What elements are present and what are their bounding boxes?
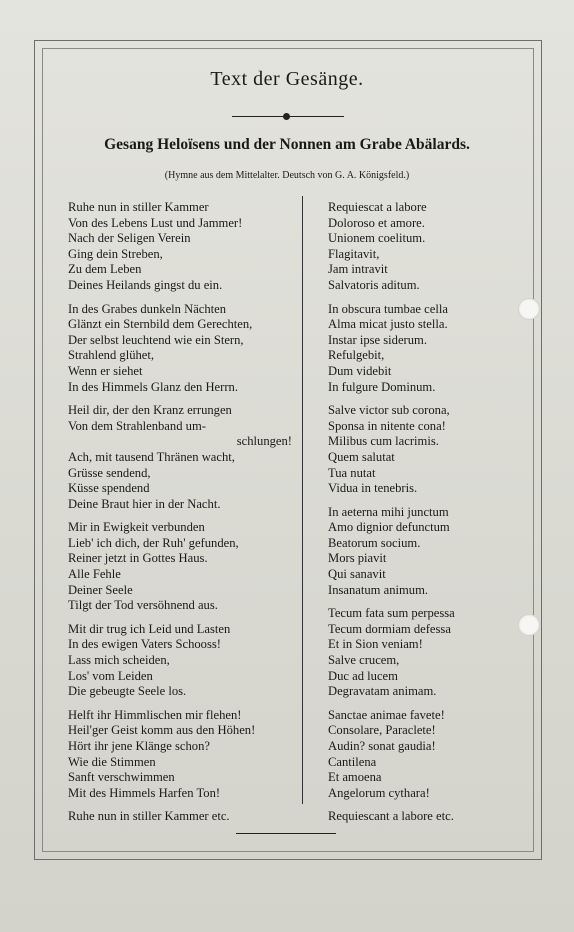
german-stanza — [68, 403, 296, 512]
latin-verse-line: Audin? sonat gaudia! — [328, 739, 436, 753]
german-verse-line: Ging dein Streben, — [68, 246, 163, 261]
german-verse-line: Ruhe nun in stiller Kammer etc. — [68, 809, 230, 824]
latin-text-column — [328, 200, 508, 825]
german-verse-line: Wie die Stimmen — [68, 754, 156, 769]
hymn-heading: Gesang Heloïsens und der Nonnen am Grabe Abälards. — [104, 136, 470, 153]
german-stanza — [68, 708, 296, 802]
german-stanza — [68, 200, 296, 294]
latin-verse-line: Flagitavit, — [328, 246, 380, 261]
german-verse-line: Grüsse sendend, — [68, 465, 151, 480]
latin-stanza — [328, 302, 508, 396]
latin-verse-line: Beatorum socium. — [328, 535, 421, 550]
german-verse-line: Lass mich scheiden, — [68, 653, 170, 668]
german-stanza — [68, 302, 296, 396]
stanza-gap — [328, 497, 508, 505]
latin-verse-line: Instar ipse siderum. — [328, 332, 427, 347]
german-verse-line: Ruhe nun in stiller Kammer — [68, 200, 209, 214]
german-verse-line: Deiner Seele — [68, 582, 133, 597]
german-stanza — [68, 622, 296, 700]
german-verse-line: In des ewigen Vaters Schooss! — [68, 637, 221, 652]
german-verse-line: Mir in Ewigkeit verbunden — [68, 520, 205, 535]
latin-verse-line: Sanctae animae favete! — [328, 707, 445, 722]
latin-verse-line: Degravatam animam. — [328, 684, 437, 699]
stanza-gap — [68, 614, 296, 622]
latin-verse-line: In aeterna mihi junctum — [328, 504, 449, 519]
german-verse-line: schlungen! — [236, 434, 292, 449]
latin-verse-line: Milibus cum lacrimis. — [328, 434, 439, 449]
latin-verse-line: Doloroso et amore. — [328, 215, 425, 230]
latin-verse-line: Insanatum animum. — [328, 582, 429, 597]
latin-verse-line: Tua nutat — [328, 465, 376, 480]
german-verse-line: Reiner jetzt in Gottes Haus. — [68, 551, 208, 566]
latin-verse-line: Vidua in tenebris. — [328, 481, 418, 496]
latin-verse-line: Mors piavit — [328, 551, 387, 566]
stanza-gap — [68, 512, 296, 520]
latin-verse-line: Cantilena — [328, 754, 377, 769]
german-verse-line: Heil dir, der den Kranz errungen — [68, 403, 232, 418]
latin-verse-line: Consolare, Paraclete! — [328, 723, 436, 738]
stanza-gap — [328, 395, 508, 403]
latin-verse-line: Dum videbit — [328, 363, 392, 378]
german-verse-line: Die gebeugte Seele los. — [68, 684, 187, 699]
stanza-gap — [328, 700, 508, 708]
german-verse-line: Strahlend glühet, — [68, 348, 155, 363]
punch-hole-bottom — [518, 614, 540, 636]
german-verse-line: Heil'ger Geist komm aus den Höhen! — [68, 723, 256, 738]
german-verse-line: Deine Braut hier in der Nacht. — [68, 496, 221, 511]
stanza-gap — [68, 395, 296, 403]
german-verse-line: Helft ihr Himmlischen mir flehen! — [68, 707, 242, 722]
german-verse-line: In des Grabes dunkeln Nächten — [68, 301, 227, 316]
latin-verse-line: Salve crucem, — [328, 653, 400, 668]
stanza-gap — [328, 598, 508, 606]
latin-stanza — [328, 708, 508, 802]
latin-verse-line: Refulgebit, — [328, 348, 385, 363]
latin-verse-line: Tecum dormiam defessa — [328, 621, 451, 636]
latin-verse-line: Unionem coelitum. — [328, 231, 426, 246]
german-verse-line: Glänzt ein Sternbild dem Gerechten, — [68, 317, 253, 332]
latin-stanza — [328, 505, 508, 599]
latin-verse-line: Amo dignior defunctum — [328, 520, 450, 535]
punch-hole-top — [518, 298, 540, 320]
column-divider — [302, 196, 303, 804]
latin-verse-line: Requiescant a labore etc. — [328, 809, 454, 824]
german-verse-line: Wenn er siehet — [68, 363, 143, 378]
stanza-gap — [328, 294, 508, 302]
german-verse-line: Der selbst leuchtend wie ein Stern, — [68, 332, 244, 347]
german-verse-line: Zu dem Leben — [68, 262, 142, 277]
latin-stanza — [328, 606, 508, 700]
latin-verse-line: In fulgure Dominum. — [328, 379, 436, 394]
stanza-gap — [328, 801, 508, 809]
latin-verse-line: Et in Sion veniam! — [328, 637, 423, 652]
german-verse-line: Hört ihr jene Klänge schon? — [68, 739, 210, 753]
latin-verse-line: Qui sanavit — [328, 567, 386, 582]
german-verse-line: Mit dir trug ich Leid und Lasten — [68, 621, 231, 636]
stanza-gap — [68, 700, 296, 708]
latin-verse-line: Tecum fata sum perpessa — [328, 606, 455, 621]
german-verse-line: Mit des Himmels Harfen Ton! — [68, 785, 221, 800]
german-verse-line: Los' vom Leiden — [68, 668, 153, 683]
latin-verse-line: Duc ad lucem — [328, 668, 398, 683]
latin-verse-line: Salve victor sub corona, — [328, 403, 450, 418]
german-verse-line: Tilgt der Tod versöhnend aus. — [68, 598, 218, 613]
german-text-column — [68, 200, 296, 825]
latin-verse-line: Et amoena — [328, 770, 382, 785]
german-verse-line: Küsse spendend — [68, 481, 150, 496]
latin-verse-line: In obscura tumbae cella — [328, 301, 448, 316]
latin-stanza — [328, 809, 508, 825]
german-verse-line: Deines Heilands gingst du ein. — [68, 277, 223, 292]
german-stanza — [68, 520, 296, 614]
german-verse-line: Ach, mit tausend Thränen wacht, — [68, 449, 235, 464]
latin-verse-line: Sponsa in nitente cona! — [328, 418, 446, 433]
stanza-gap — [68, 801, 296, 809]
ornament-dot — [283, 113, 290, 120]
latin-verse-line: Jam intravit — [328, 262, 388, 277]
latin-stanza — [328, 200, 508, 294]
german-verse-line: In des Himmels Glanz den Herrn. — [68, 379, 238, 394]
latin-verse-line: Salvatoris aditum. — [328, 277, 420, 292]
closing-rule — [236, 833, 336, 834]
latin-verse-line: Angelorum cythara! — [328, 785, 430, 800]
stanza-gap — [68, 294, 296, 302]
german-verse-line: Sanft verschwimmen — [68, 770, 175, 785]
latin-stanza — [328, 403, 508, 497]
hymn-credit: (Hymne aus dem Mittelalter. Deutsch von G. A. Königsfeld.) — [164, 170, 410, 181]
latin-verse-line: Alma micat justo stella. — [328, 317, 448, 332]
german-stanza — [68, 809, 296, 825]
german-verse-line: Von dem Strahlenband um- — [68, 418, 206, 433]
german-verse-line: Lieb' ich dich, der Ruh' gefunden, — [68, 535, 239, 550]
latin-verse-line: Requiescat a labore — [328, 200, 427, 214]
german-verse-line: Alle Fehle — [68, 567, 121, 582]
german-verse-line: Von des Lebens Lust und Jammer! — [68, 215, 243, 230]
page-title: Text der Gesänge. — [210, 68, 364, 90]
german-verse-line: Nach der Seligen Verein — [68, 231, 191, 246]
latin-verse-line: Quem salutat — [328, 449, 395, 464]
